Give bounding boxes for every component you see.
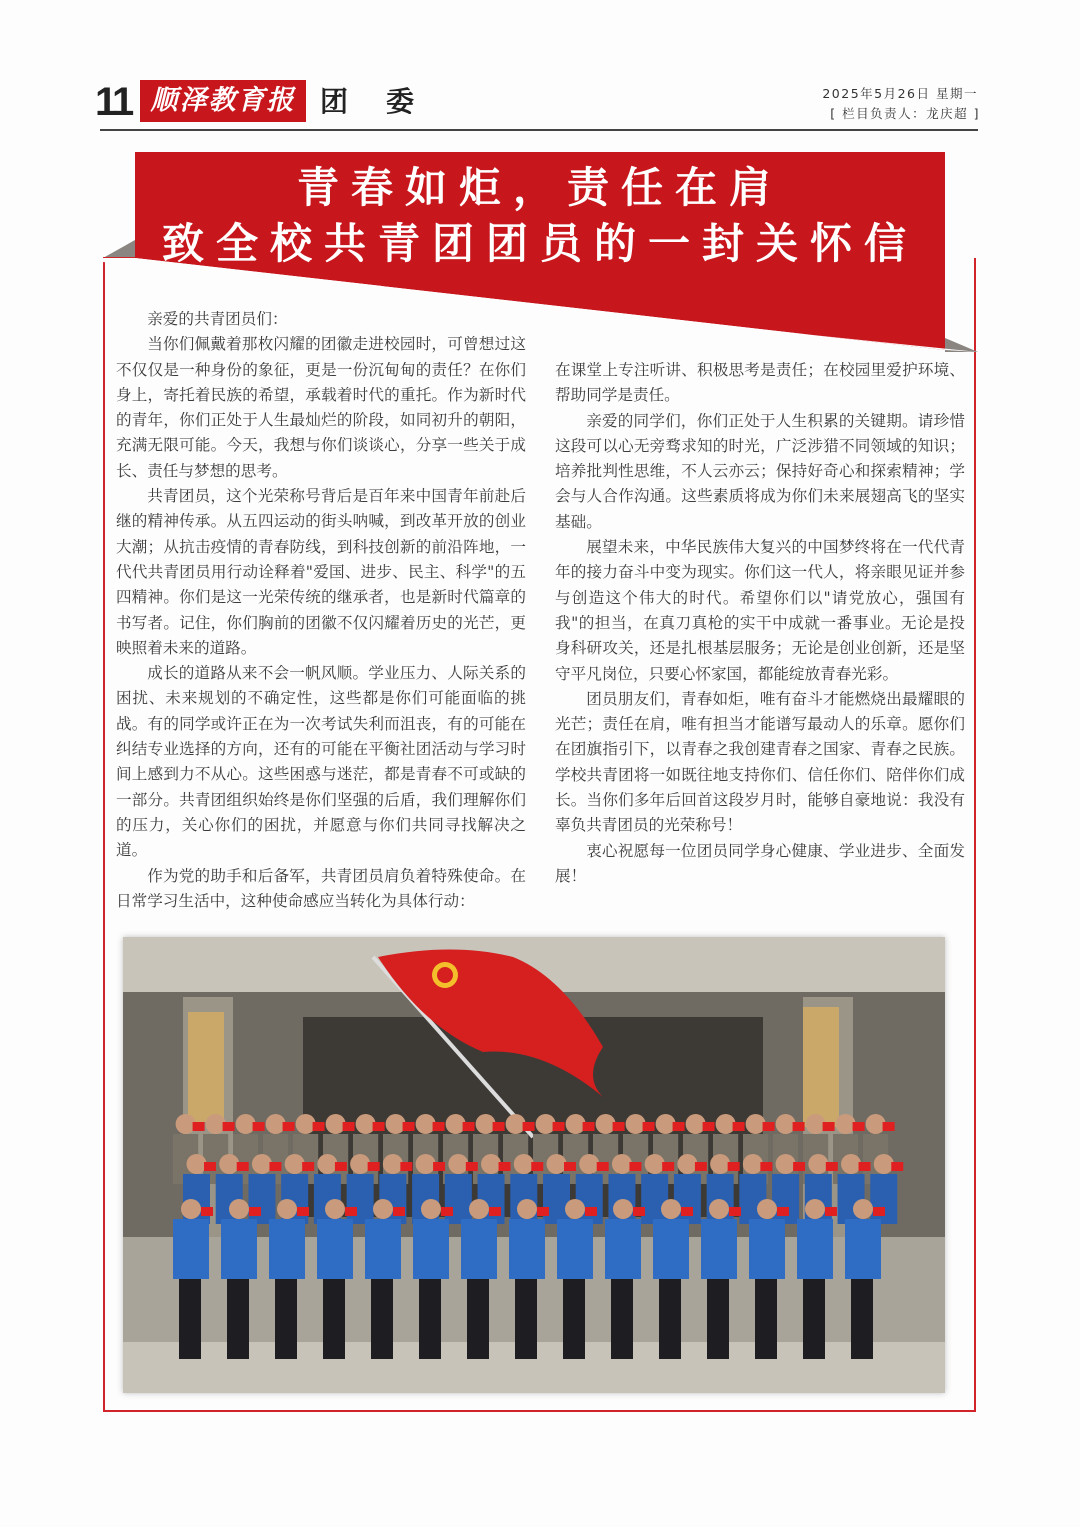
- hand-flag: [283, 1122, 295, 1131]
- hand-flag: [695, 1162, 707, 1171]
- section-title: 团委: [320, 85, 453, 118]
- hand-flag: [793, 1162, 805, 1171]
- group-photo-illustration: [123, 937, 945, 1393]
- student: [772, 1174, 799, 1224]
- hand-flag: [463, 1122, 475, 1131]
- hand-flag: [433, 1122, 445, 1131]
- hand-flag: [237, 1162, 249, 1171]
- issue-date: 2025年5月26日 星期一: [822, 86, 978, 101]
- hand-flag: [400, 1162, 412, 1171]
- hand-flag: [368, 1162, 380, 1171]
- hand-flag: [583, 1122, 595, 1131]
- hand-flag: [249, 1207, 261, 1216]
- hand-flag: [403, 1122, 415, 1131]
- hand-flag: [859, 1162, 871, 1171]
- hand-flag: [393, 1207, 405, 1216]
- hand-flag: [537, 1207, 549, 1216]
- hand-flag: [729, 1207, 741, 1216]
- hand-flag: [643, 1122, 655, 1131]
- student: [557, 1219, 593, 1279]
- article-column-right: [555, 358, 965, 889]
- hand-flag: [201, 1207, 213, 1216]
- hand-flag: [681, 1207, 693, 1216]
- article-title: 青春如炬，责任在肩: [296, 163, 783, 212]
- hand-flag: [335, 1162, 347, 1171]
- hand-flag: [489, 1207, 501, 1216]
- hand-flag: [733, 1122, 745, 1131]
- hand-flag: [564, 1162, 576, 1171]
- student: [221, 1219, 257, 1279]
- article-paragraph: 团员朋友们，青春如炬，唯有奋斗才能燃烧出最耀眼的光芒；责任在肩，唯有担当才能谱写最动人的乐章。愿你们在团旗指引下，以青春之我创建青春之国家、青春之民族。学校共青团将一如既往地支持你们、信任你们、陪伴你们成长。当你们多年后回首这段岁月时，能够自豪地说：我没有辜负共青团员的光荣称号！: [555, 689, 965, 835]
- hand-flag: [585, 1207, 597, 1216]
- student: [173, 1219, 209, 1279]
- article-paragraph: 衷心祝愿每一位团员同学身心健康、学业进步、全面发展！: [555, 841, 965, 885]
- hand-flag: [269, 1162, 281, 1171]
- hand-flag: [891, 1162, 903, 1171]
- hand-flag: [703, 1122, 715, 1131]
- student: [248, 1174, 275, 1224]
- hand-flag: [825, 1207, 837, 1216]
- hand-flag: [777, 1207, 789, 1216]
- newspaper-masthead: 顺泽教育报: [140, 80, 306, 122]
- hand-flag: [553, 1122, 565, 1131]
- hand-flag: [760, 1162, 772, 1171]
- article-paragraph: 在课堂上专注听讲、积极思考是责任；在校园里爱护环境、帮助同学是责任。: [555, 361, 965, 405]
- student: [641, 1174, 668, 1224]
- student: [347, 1174, 374, 1224]
- hand-flag: [373, 1122, 385, 1131]
- student: [461, 1219, 497, 1279]
- hand-flag: [223, 1122, 235, 1131]
- hand-flag: [673, 1122, 685, 1131]
- article-paragraph: 亲爱的共青团员们：: [147, 310, 288, 328]
- student: [509, 1219, 545, 1279]
- hand-flag: [823, 1122, 835, 1131]
- hand-flag: [763, 1122, 775, 1131]
- article-paragraph: 共青团员，这个光荣称号背后是百年来中国青年前赴后继的精神传承。从五四运动的街头呐喊，到改革开放的创业大潮；从抗击疫情的青春防线，到科技创新的前沿阵地，一代代共青团员用行动诠释着"爱国、进步、民主、科学"的五四精神。你们是这一光荣传统的继承者，也是新时代篇章的书写者。记住，你们胸前的团徽不仅闪耀着历史的光芒，更映照着未来的道路。: [116, 487, 526, 657]
- banner-fold-left: [103, 240, 135, 258]
- article-subtitle: 致全校共青团团员的一封关怀信: [161, 219, 918, 268]
- hand-flag: [629, 1162, 641, 1171]
- student: [845, 1219, 881, 1279]
- hand-flag: [613, 1122, 625, 1131]
- hand-flag: [793, 1122, 805, 1131]
- hand-flag: [826, 1162, 838, 1171]
- hand-flag: [531, 1162, 543, 1171]
- hand-flag: [302, 1162, 314, 1171]
- student: [674, 1174, 701, 1224]
- hand-flag: [313, 1122, 325, 1131]
- hand-flag: [597, 1162, 609, 1171]
- student: [701, 1219, 737, 1279]
- student: [797, 1219, 833, 1279]
- student: [317, 1219, 353, 1279]
- student: [653, 1219, 689, 1279]
- hand-flag: [343, 1122, 355, 1131]
- student: [445, 1174, 472, 1224]
- hand-flag: [253, 1122, 265, 1131]
- student: [413, 1219, 449, 1279]
- hand-flag: [193, 1122, 205, 1131]
- student: [543, 1174, 570, 1224]
- article-paragraph: 成长的道路从来不会一帆风顺。学业压力、人际关系的困扰、未来规划的不确定性，这些都是你们可能面临的挑战。有的同学或许正在为一次考试失利而沮丧，有的可能在纠结专业选择的方向，还有的可能在平衡社团活动与学习时间上感到力不从心。这些困惑与迷茫，都是青春不可或缺的一部分。共青团组织始终是你们坚强的后盾，我们理解你们的压力，关心你们的困扰，并愿意与你们共同寻找解决之道。: [116, 664, 526, 860]
- hand-flag: [883, 1122, 895, 1131]
- hand-flag: [499, 1162, 511, 1171]
- group-photo: [123, 937, 945, 1393]
- hand-flag: [297, 1207, 309, 1216]
- article-paragraph: 亲爱的同学们，你们正处于人生积累的关键期。请珍惜这段可以心无旁骛求知的时光，广泛涉猎不同领域的知识；培养批判性思维，不人云亦云；保持好奇心和探索精神；学会与人合作沟通。这些素质将成为你们未来展翅高飞的坚实基础。: [555, 411, 965, 531]
- hand-flag: [662, 1162, 674, 1171]
- article-paragraph: 当你们佩戴着那枚闪耀的团徽走进校园时，可曾想过这不仅仅是一种身份的象征，更是一份沉甸甸的责任？在你们身上，寄托着民族的希望，承载着时代的重托。作为新时代的青年，你们正处于人生最灿烂的阶段，如同初升的朝阳，充满无限可能。今天，我想与你们谈谈心，分享一些关于成长、责任与梦想的思考。: [116, 335, 526, 480]
- article-paragraph: 展望未来，中华民族伟大复兴的中国梦终将在一代代青年的接力奋斗中变为现实。你们这一代人，将亲眼见证并参与创造这个伟大的时代。希望你们以"请党放心，强国有我"的担当，在真刀真枪的实干中成就一番事业。无论是投身科研攻关，还是扎根基层服务；无论是创业创新，还是坚守平凡岗位，只要心怀家国，都能绽放青春光彩。: [555, 538, 965, 683]
- hand-flag: [873, 1207, 885, 1216]
- hand-flag: [204, 1162, 216, 1171]
- page-number: 11: [95, 80, 132, 124]
- student: [870, 1174, 897, 1224]
- hand-flag: [345, 1207, 357, 1216]
- article-column-left: [116, 307, 526, 914]
- hand-flag: [853, 1122, 865, 1131]
- hand-flag: [493, 1122, 505, 1131]
- student: [605, 1219, 641, 1279]
- hand-flag: [728, 1162, 740, 1171]
- student: [749, 1219, 785, 1279]
- article-paragraph: 作为党的助手和后备军，共青团员肩负着特殊使命。在日常学习生活中，这种使命感应当转化为具体行动：: [116, 866, 526, 910]
- student: [365, 1219, 401, 1279]
- plaque-left: [188, 1012, 224, 1122]
- hand-flag: [523, 1122, 535, 1131]
- student: [269, 1219, 305, 1279]
- plaque-right: [803, 1007, 839, 1127]
- hand-flag: [441, 1207, 453, 1216]
- hand-flag: [633, 1207, 645, 1216]
- hand-flag: [466, 1162, 478, 1171]
- hand-flag: [433, 1162, 445, 1171]
- column-editor: [ 栏目负责人：龙庆超 ]: [830, 106, 980, 121]
